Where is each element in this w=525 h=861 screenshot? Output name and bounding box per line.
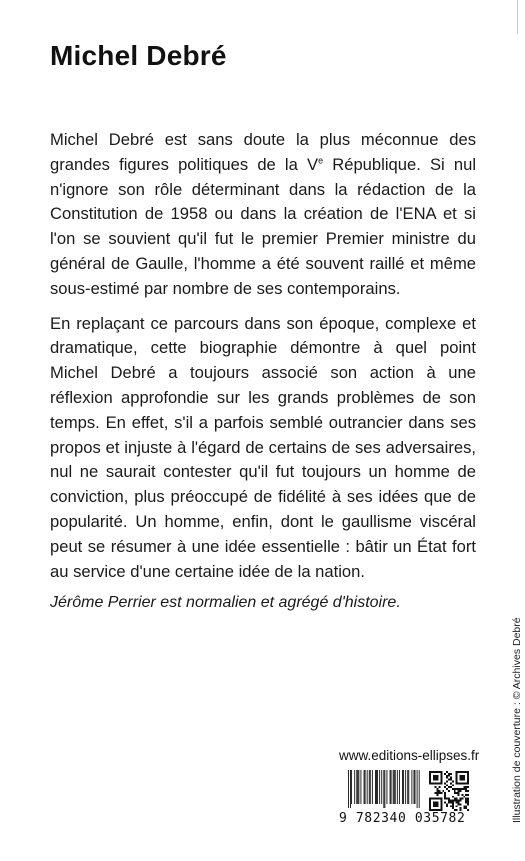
summary-paragraph-1 (50, 128, 476, 302)
author-note: Jérôme Perrier est normalien et agrégé d'histoire. (50, 594, 401, 611)
summary-paragraph-1-end: République. Si nul n'ignore son rôle déterminant dans la rédaction de la Constitution de 1958 ou dans la création de l'ENA et si l'on se souvient qu'il fut le premier Premier ministre du général de Gaulle, l'homme a été souvent raillé et même sous-estimé par nombre de ses contemporains. (50, 154, 477, 298)
cover-illustration-credit: Illustration de couverture : © Archives Debré (511, 617, 523, 823)
publisher-website-link[interactable]: www.editions-ellipses.fr (339, 748, 480, 763)
republic-ordinal-superscript: e (318, 155, 324, 166)
corner-trim-mark (517, 0, 518, 34)
back-cover-summary (50, 128, 476, 594)
book-title: Michel Debré (50, 40, 227, 71)
qr-code-icon (429, 771, 469, 811)
summary-paragraph-1-start: Michel Debré est sans doute la plus méconnue des grandes figures politiques de la V (50, 130, 476, 174)
isbn-digits: 9 782340 035782 (339, 811, 466, 826)
barcode-icon (348, 770, 420, 808)
summary-paragraph-2: En replaçant ce parcours dans son époque, complexe et dramatique, cette biographie démontre à quel point Michel Debré a toujours associé son action à une réflexion approfondie sur les grands problèmes de son temps. En effet, s'il a parfois semblé outrancier dans ses propos et injuste à l'égard de certains de ses adversaires, nul ne saurait contester qu'il fut toujours un homme de conviction, plus préoccupé de fidélité à ses idées que de popularité. Un homme, enfin, dont le gaullisme viscéral peut se résumer à une idée essentielle : bâtir un État fort au service d'une certaine idée de la nation. (50, 313, 476, 581)
